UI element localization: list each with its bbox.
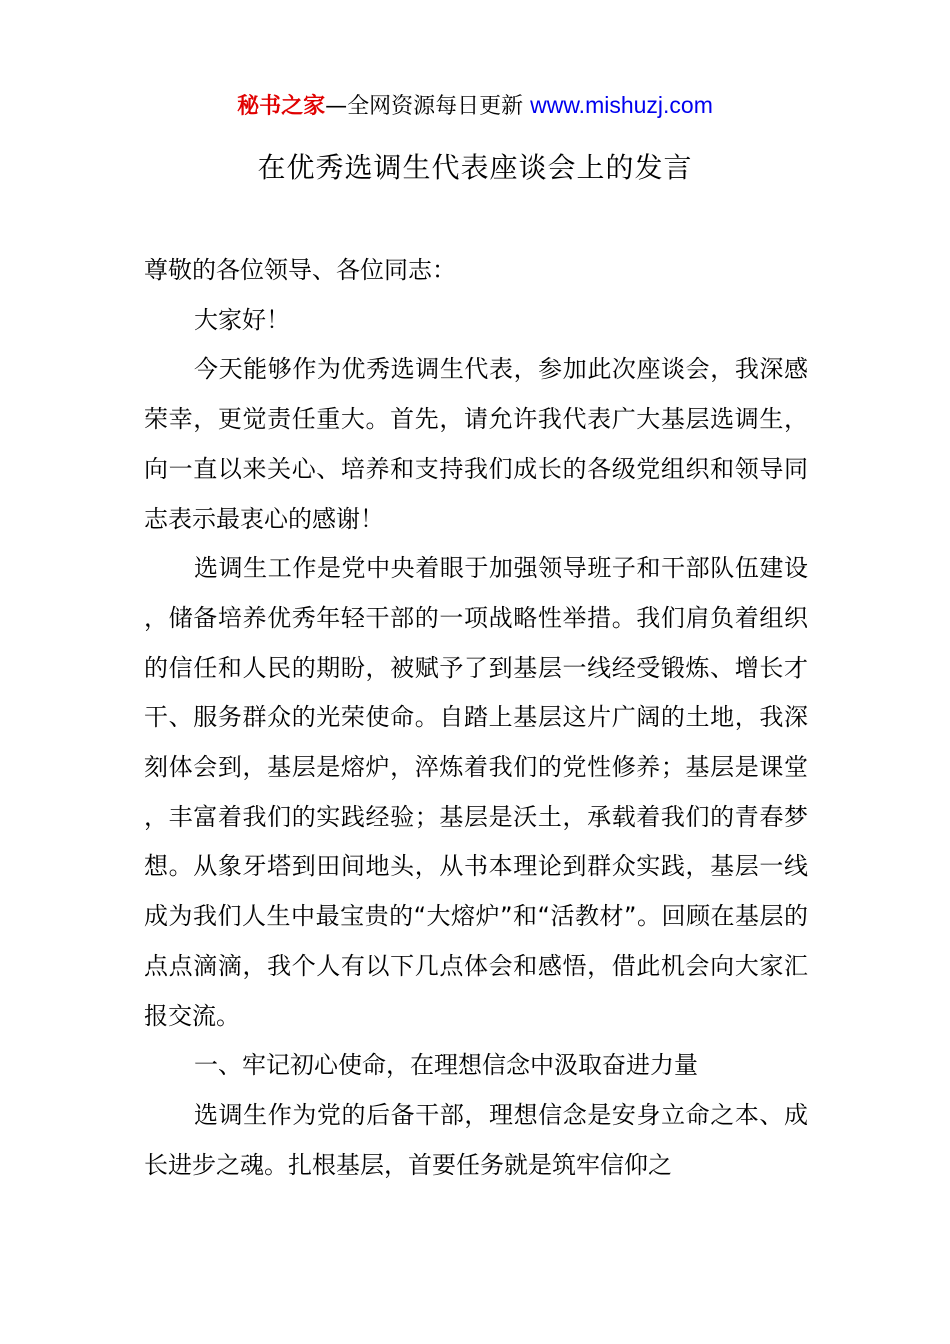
- paragraph-greeting: 大家好！: [194, 305, 290, 334]
- salutation: 尊敬的各位领导、各位同志：: [144, 256, 456, 284]
- paragraph-section-one: 选调生作为党的后备干部，理想信念是安身立命之本、成长进步之魂。扎根基层，首要任务就是筑牢信仰之: [144, 1100, 808, 1179]
- site-tagline: —全网资源每日更新: [325, 94, 531, 119]
- section-heading: 一、牢记初心使命，在理想信念中汲取奋进力量: [194, 1051, 698, 1080]
- paragraph-background: 选调生工作是党中央着眼于加强领导班子和干部队伍建设，储备培养优秀年轻干部的一项战略性举措。我们肩负着组织的信任和人民的期盼，被赋予了到基层一线经受锻炼、增长才干、服务群众的光荣使命。自踏上基层这片广阔的土地，我深刻体会到，基层是熔炉，淬炼着我们的党性修养；基层是课堂，丰富着我们的实践经验；基层是沃土，承载着我们的青春梦想。从象牙塔到田间地头，从书本理论到群众实践，基层一线成为我们人生中最宝贵的“大熔炉”和“活教材”。回顾在基层的点点滴滴，我个人有以下几点体会和感悟，借此机会向大家汇报交流。: [144, 554, 808, 1030]
- site-url-link[interactable]: www.mishuzj.com: [530, 92, 713, 118]
- paragraph-intro: 今天能够作为优秀选调生代表，参加此次座谈会，我深感荣幸，更觉责任重大。首先，请允许我代表广大基层选调生，向一直以来关心、培养和支持我们成长的各级党组织和领导同志表示最衷心的感谢！: [144, 355, 808, 533]
- document-title: 在优秀选调生代表座谈会上的发言: [257, 151, 693, 184]
- site-header: [0, 88, 950, 124]
- document-body: [144, 246, 808, 1190]
- site-brand: 秘书之家: [237, 94, 326, 119]
